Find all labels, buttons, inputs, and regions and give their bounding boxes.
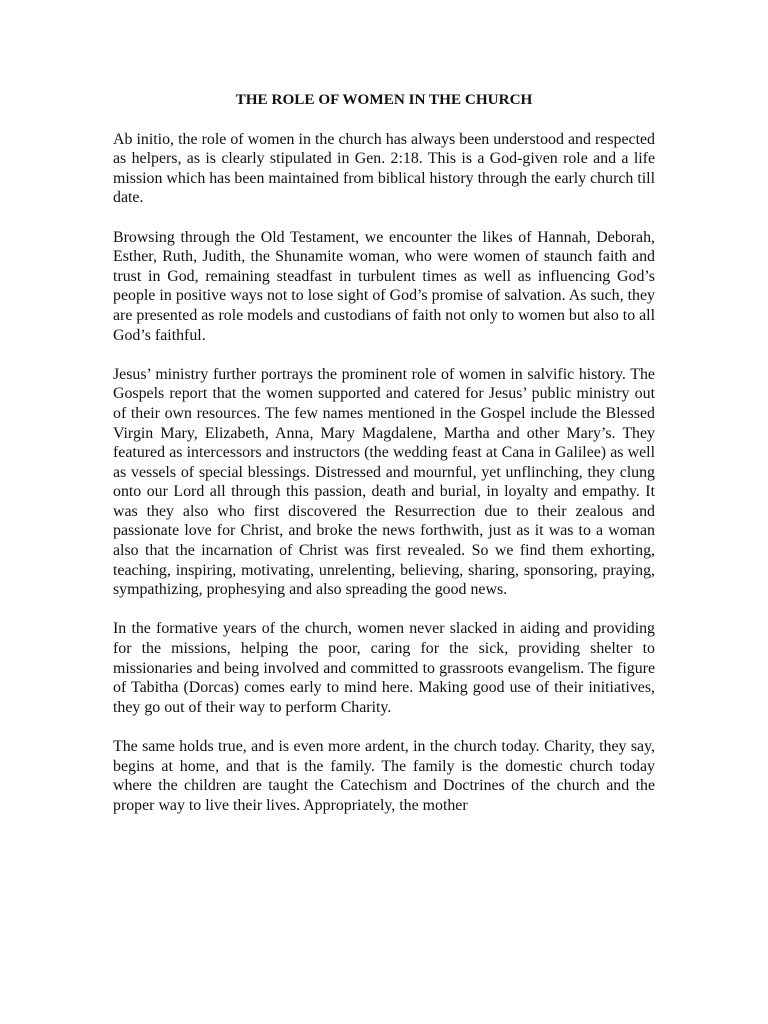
paragraph-1: Ab initio, the role of women in the church has always been understood and respected as helpers, as is clearly stipulated in Gen. 2:18. This is a God-given role and a life mission which has been maintained from biblical history through the early church till date. (113, 130, 655, 207)
paragraph-2: Browsing through the Old Testament, we encounter the likes of Hannah, Deborah, Esther, Ruth, Judith, the Shunamite woman, who were women of staunch faith and trust in God, remaining steadfast in turbulent times as well as influencing God’s people in positive ways not to lose sight of God’s promise of salvation. As such, they are presented as role models and custodians of faith not only to women but also to all God’s faithful. (113, 228, 655, 344)
paragraph-4: In the formative years of the church, women never slacked in aiding and providing for the missions, helping the poor, caring for the sick, providing shelter to missionaries and being involved and committed to grassroots evangelism. The figure of Tabitha (Dorcas) comes early to mind here. Making good use of their initiatives, they go out of their way to perform Charity. (113, 620, 655, 716)
paragraph-3: Jesus’ ministry further portrays the prominent role of women in salvific history. The Gospels report that the women supported and catered for Jesus’ public ministry out of their own resources. The few names mentioned in the Gospel include the Blessed Virgin Mary, Elizabeth, Anna, Mary Magdalene, Martha and other Mary’s. They featured as intercessors and instructors (the wedding feast at Cana in Galilee) as well as vessels of special blessings. Distressed and mournful, yet unflinching, they clung onto our Lord all through this passion, death and burial, in loyalty and empathy. It was they also who first discovered the Resurrection due to their zealous and passionate love for Christ, and broke the news forthwith, just as it was to a woman also that the incarnation of Christ was first revealed. So we find them exhorting, teaching, inspiring, motivating, unrelenting, believing, sharing, sponsoring, praying, sympathizing, prophesying and also spreading the good news. (113, 365, 655, 599)
document-page (113, 90, 655, 835)
document-title: THE ROLE OF WOMEN IN THE CHURCH (235, 91, 533, 108)
paragraph-5: The same holds true, and is even more ardent, in the church today. Charity, they say, begins at home, and that is the family. The family is the domestic church today where the children are taught the Catechism and Doctrines of the church and the proper way to live their lives. Appropriately, the mother (113, 738, 655, 814)
